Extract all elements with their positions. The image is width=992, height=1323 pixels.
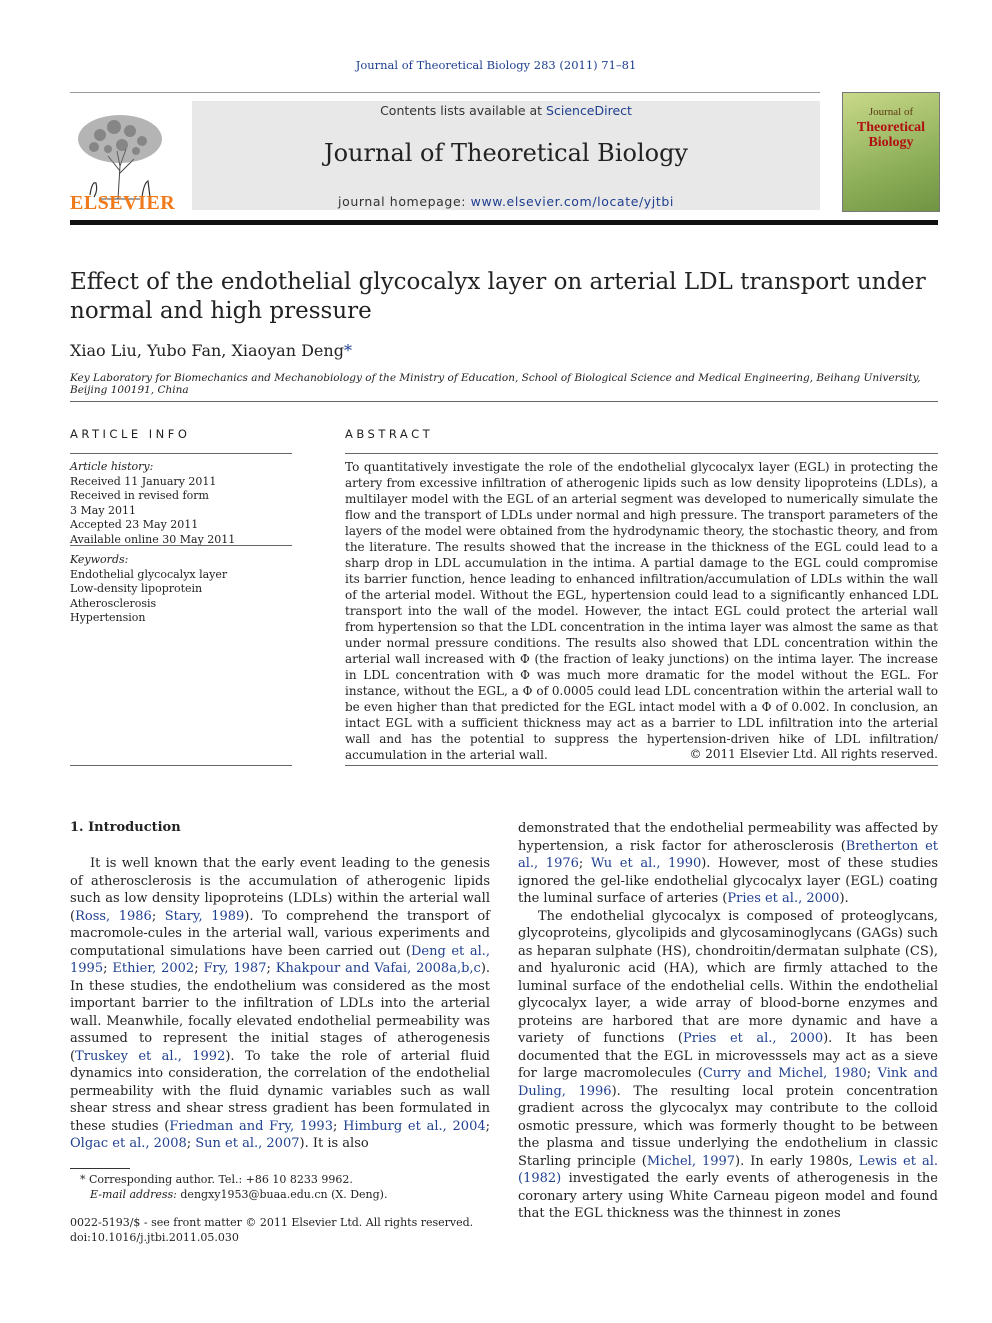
keywords-block [70, 553, 292, 626]
keyword: Endothelial glycocalyx layer [70, 567, 228, 581]
keywords-label: Keywords: [70, 553, 129, 566]
citation-link[interactable]: Himburg et al., 2004 [343, 1118, 486, 1134]
history-item: Available online 30 May 2011 [70, 532, 236, 546]
body-text: ; [266, 961, 276, 976]
citation-link[interactable]: Michel, 1997 [646, 1153, 736, 1169]
body-text: ). In early 1980s, [735, 1153, 859, 1169]
body-text: ; [578, 856, 591, 871]
citation-link[interactable]: Pries et al., 2000 [682, 1031, 824, 1046]
body-text: investigated the early events of atherogenesis in the coronary artery using White Carneau pigeon model and found that the EGL thickness was the thinnest in zones [518, 1171, 938, 1221]
abstract-copyright: © 2011 Elsevier Ltd. All rights reserved. [689, 747, 938, 761]
body-text: ; [866, 1066, 878, 1081]
article-info-rule [70, 453, 292, 454]
homepage-link[interactable]: www.elsevier.com/locate/yjtbi [470, 194, 674, 209]
body-text: ; [103, 961, 113, 976]
citation-link[interactable]: Lewis et al. (1982) [518, 1153, 938, 1186]
intro-left-column [70, 855, 490, 1153]
article-history [70, 460, 292, 547]
email-note [70, 1187, 490, 1202]
journal-citation[interactable]: Journal of Theoretical Biology 283 (2011) 71–81 [355, 58, 637, 72]
introduction-heading: 1. Introduction [70, 820, 181, 835]
citation-link[interactable]: Pries et al., 2000 [727, 891, 840, 906]
history-item: Accepted 23 May 2011 [70, 518, 199, 531]
intro-paragraph-1-continued [518, 820, 938, 908]
body-text: ; [151, 908, 165, 924]
doi-line[interactable]: doi:10.1016/j.jtbi.2011.05.030 [70, 1231, 239, 1244]
abstract-rule [345, 453, 938, 454]
keyword: Low-density lipoprotein [70, 582, 203, 595]
history-item: 3 May 2011 [70, 503, 137, 517]
header-thick-rule [70, 220, 938, 225]
email-address[interactable]: dengxy1953@buaa.edu.cn (X. Deng). [176, 1188, 388, 1201]
article-info-bottom-rule [70, 765, 292, 766]
publisher-wordmark: ELSEVIER [70, 192, 176, 214]
contents-line [192, 103, 820, 118]
affiliation: Key Laboratory for Biomechanics and Mechanobiology of the Ministry of Education, School of Biological Science and Medical Engineering, Beihang University, Beijing 100191, China [70, 372, 921, 396]
homepage-prefix: journal homepage: [338, 194, 471, 209]
authors-names[interactable]: Xiao Liu, Yubo Fan, Xiaoyan Deng [70, 341, 344, 360]
citation-link[interactable]: Fry, 1987 [203, 961, 267, 976]
citation-link[interactable]: Olgac et al., 2008 [70, 1136, 187, 1151]
header-top-rule [70, 92, 820, 93]
author-list [70, 341, 352, 360]
abstract-bottom-rule [345, 765, 938, 766]
abstract-heading: ABSTRACT [345, 427, 434, 441]
homepage-line [192, 194, 820, 209]
body-text: ). [839, 891, 849, 906]
footnote-rule [70, 1168, 130, 1169]
history-item: Received in revised form [70, 489, 209, 502]
citation-link[interactable]: Curry and Michel, 1980 [702, 1066, 867, 1081]
cover-line-1: Journal of [868, 106, 914, 118]
body-text: ). It is also [299, 1136, 369, 1151]
citation-link[interactable]: Ethier, 2002 [112, 961, 195, 976]
article-info-heading: ARTICLE INFO [70, 427, 191, 441]
cover-line-2: Theoretical [856, 120, 926, 135]
body-text: ). In these studies, the endothelium was considered as the most important barrier to the infiltration of LDLs into the arterial wall. Meanwhile, focally elevated endothelial permeability was assumed to represent the initial stages of atherogenesis ( [70, 961, 491, 1064]
article-title: Effect of the endothelial glycocalyx layer on arterial LDL transport under normal and high pressure [70, 269, 926, 324]
body-text: ; [186, 1136, 196, 1151]
citation-link[interactable]: Stary, 1989 [164, 908, 245, 924]
citation-link[interactable]: Ross, 1986 [75, 908, 152, 924]
history-item: Received 11 January 2011 [70, 474, 217, 488]
body-text: ). The resulting local protein concentration gradient across the glycocalyx may contribute to the colloid osmotic pressure, which was formerly thought to be between the plasma and tissue underlying the endothelium in classic Starling principle ( [518, 1083, 939, 1169]
body-text: The endothelial glycocalyx is composed of proteoglycans, glycoproteins, glycolipids and glycosaminoglycans (GAGs) such as heparan sulphate (HS), chondroitin/dermatan sulphate (CS), and hyaluronic acid (HA), which are firmly attached to the luminal surface of the endothelial cells. Within the endothelial glycocalyx layer, a wide array of blood-borne enzymes and proteins are harbored that are more dynamic and have a variety of functions ( [518, 908, 938, 1046]
citation-link[interactable]: Wu et al., 1990 [590, 856, 702, 871]
citation-link[interactable]: Sun et al., 2007 [195, 1136, 300, 1151]
corresponding-author-note: * Corresponding author. Tel.: +86 10 8233 9962. [80, 1173, 353, 1186]
intro-paragraph-2 [518, 908, 938, 1223]
citation-link[interactable]: Bretherton et al., 1976 [518, 838, 938, 871]
bottom-metadata [70, 1215, 490, 1245]
intro-paragraph-1 [70, 855, 490, 1153]
citation-link[interactable]: Truskey et al., 1992 [75, 1048, 226, 1064]
citation-link[interactable]: Friedman and Fry, 1993 [169, 1118, 333, 1134]
keyword: Hypertension [70, 611, 146, 624]
intro-right-column [518, 820, 938, 1223]
abstract-text: To quantitatively investigate the role of the endothelial glycocalyx layer (EGL) in protecting the artery from excessive infiltration of atherogenic lipids such as low density lipoproteins (LDLs), a multilayer model with the EGL of an arterial segment was developed to numerically simulate the flow and the transport of LDLs under normal and high pressure. The transport parameters of the layers of the model were obtained from the hydrodynamic theory, the stochastic theory, and from the literature. The results showed that the increase in the thickness of the EGL could lead to a sharp drop in LDL accumulation in the intima. A partial damage to the EGL could compromise its barrier function, hence leading to enhanced infiltration/accumulation of LDLs within the wall of the arterial model. Without the EGL, hypertension could lead to a significantly enhanced LDL transport into the wall of the model. However, the intact EGL could protect the arterial wall from hypertension so that the LDL concentration in the intima layer was almost the same as that under normal pressure conditions. The results also showed that LDL concentration within the arterial wall increased with Φ (the fraction of leaky junctions) on the intima layer. The increase in LDL concentration with Φ was much more dramatic for the model without the EGL. For instance, without the EGL, a Φ of 0.0005 could lead LDL concentration within the arterial wall to be even higher than that predicted for the EGL intact model with a Φ of 0.002. In conclusion, an intact EGL with a sufficient thickness may act as a barrier to LDL infiltration into the arterial wall and has the potential to suppress the hypertension-driven hike of LDL infiltration/ accumulation in the arterial wall. [345, 460, 938, 762]
keyword: Atherosclerosis [70, 596, 157, 610]
body-text: ). It has been documented that the EGL in microvesssels may act as a sieve for large macromolecules ( [518, 1031, 938, 1081]
body-text: ; [194, 961, 204, 976]
citation-link[interactable]: Vink and Duling, 1996 [518, 1066, 939, 1099]
affiliation-rule [70, 401, 938, 402]
journal-title: Journal of Theoretical Biology [323, 139, 688, 167]
body-text: It is well known that the early event leading to the genesis of atherosclerosis is the accumulation of atherogenic lipids such as low density lipoproteins (LDLs) within the arterial wall ( [70, 856, 490, 924]
citation-link[interactable]: Khakpour and Vafai, 2008a,b,c [275, 961, 481, 976]
citation-link[interactable]: Deng et al., 1995 [70, 943, 490, 976]
body-text: ). To take the role of arterial fluid dynamics into consideration, the correlation of the endothelial permeability with the fluid dynamic variables such as wall shear stress and shear stress gradient has been formulated in these studies ( [70, 1048, 490, 1134]
history-label: Article history: [70, 460, 154, 473]
sciencedirect-link[interactable]: ScienceDirect [546, 103, 632, 118]
corresponding-author-mark[interactable]: * [343, 341, 352, 360]
cover-line-3: Biology [868, 135, 914, 150]
keywords-rule [70, 545, 292, 546]
body-text: ). However, most of these studies ignored the gel-like endothelial glycocalyx layer (EGL) coating the luminal surface of arteries ( [518, 856, 939, 906]
body-text: ; [485, 1118, 490, 1134]
contents-prefix: Contents lists available at [380, 103, 547, 118]
body-text: ; [332, 1118, 344, 1134]
body-text: ). To comprehend the transport of macromole-cules in the arterial wall, various experiments and computational simulations have been carried out ( [70, 908, 490, 959]
email-label: E-mail address: [90, 1188, 177, 1201]
issn-line: 0022-5193/$ - see front matter © 2011 Elsevier Ltd. All rights reserved. [70, 1216, 474, 1229]
footnote [70, 1172, 490, 1202]
journal-cover-thumbnail [842, 92, 940, 212]
body-text: demonstrated that the endothelial permeability was affected by hypertension, a risk factor for atherosclerosis ( [518, 821, 938, 854]
